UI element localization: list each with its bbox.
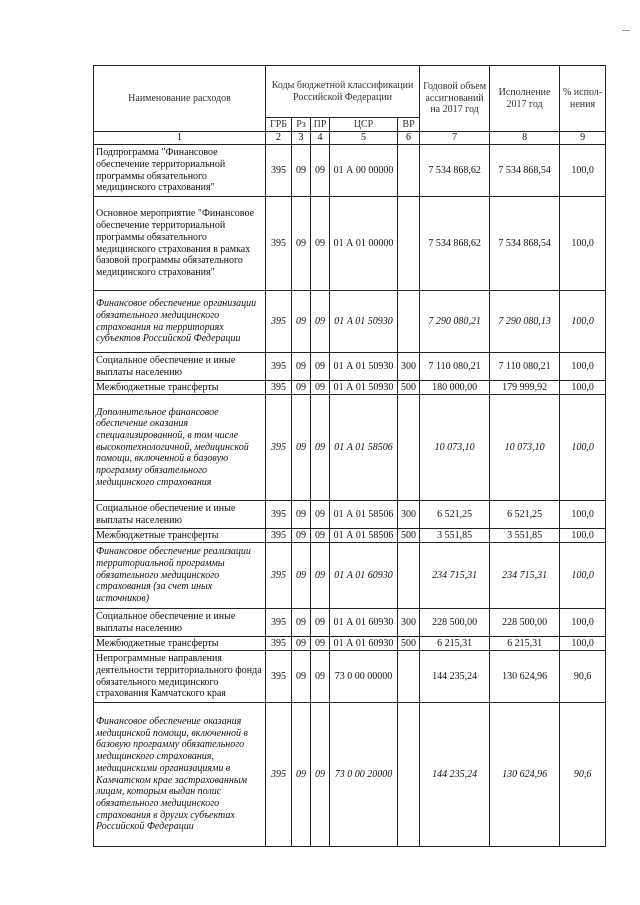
row-csr: 01 А 01 58506 bbox=[330, 395, 398, 501]
header-row bbox=[94, 66, 606, 118]
row-grb: 395 bbox=[266, 197, 292, 291]
row-percent: 100,0 bbox=[560, 395, 606, 501]
header-percent: % испол-нения bbox=[560, 66, 606, 132]
row-pr: 09 bbox=[311, 529, 330, 543]
row-vr: 500 bbox=[398, 529, 420, 543]
table-row bbox=[94, 529, 606, 543]
page-edge-mark bbox=[622, 30, 630, 35]
row-vr bbox=[398, 651, 420, 703]
row-annual: 7 534 868,62 bbox=[420, 197, 490, 291]
row-name: Межбюджетные трансферты bbox=[94, 637, 266, 651]
row-pr: 09 bbox=[311, 543, 330, 609]
header-codes: Коды бюджетной классификации Российской Федерации bbox=[266, 66, 420, 118]
row-execution: 7 290 080,13 bbox=[490, 291, 560, 353]
row-execution: 3 551,85 bbox=[490, 529, 560, 543]
row-grb: 395 bbox=[266, 145, 292, 197]
row-execution: 6 521,25 bbox=[490, 501, 560, 529]
row-annual: 3 551,85 bbox=[420, 529, 490, 543]
header-csr: ЦСР bbox=[330, 118, 398, 132]
row-grb: 395 bbox=[266, 381, 292, 395]
row-execution: 10 073,10 bbox=[490, 395, 560, 501]
row-execution: 7 534 868,54 bbox=[490, 145, 560, 197]
row-percent: 100,0 bbox=[560, 381, 606, 395]
row-annual: 234 715,31 bbox=[420, 543, 490, 609]
row-annual: 6 521,25 bbox=[420, 501, 490, 529]
row-name: Социальное обеспечение и иные выплаты населению bbox=[94, 353, 266, 381]
row-grb: 395 bbox=[266, 501, 292, 529]
row-csr: 01 А 01 50930 bbox=[330, 381, 398, 395]
row-vr: 500 bbox=[398, 381, 420, 395]
row-rz: 09 bbox=[292, 291, 311, 353]
row-execution: 130 624,96 bbox=[490, 651, 560, 703]
row-name: Социальное обеспечение и иные выплаты населению bbox=[94, 609, 266, 637]
row-name: Межбюджетные трансферты bbox=[94, 529, 266, 543]
column-number: 7 bbox=[420, 132, 490, 145]
row-pr: 09 bbox=[311, 381, 330, 395]
row-annual: 144 235,24 bbox=[420, 703, 490, 847]
row-annual: 180 000,00 bbox=[420, 381, 490, 395]
row-csr: 01 А 00 00000 bbox=[330, 145, 398, 197]
row-grb: 395 bbox=[266, 703, 292, 847]
column-number: 1 bbox=[94, 132, 266, 145]
row-rz: 09 bbox=[292, 353, 311, 381]
row-name: Межбюджетные трансферты bbox=[94, 381, 266, 395]
row-name: Подпрограмма "Финансовое обеспечение территориальной программы обязательного медицинского страхования" bbox=[94, 145, 266, 197]
row-percent: 100,0 bbox=[560, 501, 606, 529]
row-percent: 100,0 bbox=[560, 291, 606, 353]
row-percent: 90,6 bbox=[560, 703, 606, 847]
row-rz: 09 bbox=[292, 529, 311, 543]
table-row bbox=[94, 395, 606, 501]
row-percent: 100,0 bbox=[560, 609, 606, 637]
row-csr: 73 0 00 00000 bbox=[330, 651, 398, 703]
row-annual: 7 110 080,21 bbox=[420, 353, 490, 381]
row-annual: 7 290 080,21 bbox=[420, 291, 490, 353]
row-vr: 300 bbox=[398, 353, 420, 381]
row-name: Дополнительное финансовое обеспечение оказания специализированной, в том числе высокотехнологичной, медицинской помощи, включенной в базовую программу обязательного медицинского страхования bbox=[94, 395, 266, 501]
row-rz: 09 bbox=[292, 651, 311, 703]
row-pr: 09 bbox=[311, 703, 330, 847]
table-row bbox=[94, 637, 606, 651]
row-percent: 100,0 bbox=[560, 637, 606, 651]
row-execution: 7 110 080,21 bbox=[490, 353, 560, 381]
row-pr: 09 bbox=[311, 291, 330, 353]
row-annual: 10 073,10 bbox=[420, 395, 490, 501]
row-name: Финансовое обеспечение оказания медицинской помощи, включенной в базовую программу обязательного медицинского страхования, медицинскими организациями в Камчатском крае застрахованным лицам, которым выдан полис обязательного медицинского страхования в других субъектах Российской Федерации bbox=[94, 703, 266, 847]
row-pr: 09 bbox=[311, 197, 330, 291]
row-grb: 395 bbox=[266, 353, 292, 381]
row-pr: 09 bbox=[311, 395, 330, 501]
row-csr: 01 А 01 58506 bbox=[330, 529, 398, 543]
row-percent: 100,0 bbox=[560, 353, 606, 381]
row-vr bbox=[398, 395, 420, 501]
row-grb: 395 bbox=[266, 609, 292, 637]
row-name: Социальное обеспечение и иные выплаты населению bbox=[94, 501, 266, 529]
row-pr: 09 bbox=[311, 501, 330, 529]
row-execution: 6 215,31 bbox=[490, 637, 560, 651]
row-pr: 09 bbox=[311, 651, 330, 703]
row-csr: 01 А 01 50930 bbox=[330, 353, 398, 381]
row-vr bbox=[398, 145, 420, 197]
row-percent: 90,6 bbox=[560, 651, 606, 703]
row-vr bbox=[398, 703, 420, 847]
header-grb: ГРБ bbox=[266, 118, 292, 132]
row-grb: 395 bbox=[266, 543, 292, 609]
row-rz: 09 bbox=[292, 543, 311, 609]
row-grb: 395 bbox=[266, 395, 292, 501]
header-pr: ПР bbox=[311, 118, 330, 132]
column-number: 3 bbox=[292, 132, 311, 145]
header-rz: Рз bbox=[292, 118, 311, 132]
column-number: 9 bbox=[560, 132, 606, 145]
table-row bbox=[94, 353, 606, 381]
row-rz: 09 bbox=[292, 609, 311, 637]
row-csr: 01 А 01 60930 bbox=[330, 637, 398, 651]
row-percent: 100,0 bbox=[560, 543, 606, 609]
row-rz: 09 bbox=[292, 381, 311, 395]
row-grb: 395 bbox=[266, 291, 292, 353]
row-rz: 09 bbox=[292, 145, 311, 197]
column-number: 8 bbox=[490, 132, 560, 145]
column-number: 4 bbox=[311, 132, 330, 145]
row-name: Финансовое обеспечение организации обязательного медицинского страхования на территориях субъектов Российской Федерации bbox=[94, 291, 266, 353]
header-annual: Годовой объем ассигнований на 2017 год bbox=[420, 66, 490, 132]
table-row bbox=[94, 609, 606, 637]
row-csr: 01 А 01 00000 bbox=[330, 197, 398, 291]
row-name: Основное мероприятие "Финансовое обеспечение территориальной программы обязательного медицинского страхования в рамках базовой программы обязательного медицинского страхования" bbox=[94, 197, 266, 291]
table-row bbox=[94, 145, 606, 197]
row-pr: 09 bbox=[311, 637, 330, 651]
column-number-row bbox=[94, 132, 606, 145]
row-vr: 300 bbox=[398, 609, 420, 637]
row-rz: 09 bbox=[292, 501, 311, 529]
row-vr: 500 bbox=[398, 637, 420, 651]
row-vr bbox=[398, 291, 420, 353]
row-annual: 7 534 868,62 bbox=[420, 145, 490, 197]
row-percent: 100,0 bbox=[560, 145, 606, 197]
table-row bbox=[94, 197, 606, 291]
row-vr bbox=[398, 543, 420, 609]
row-percent: 100,0 bbox=[560, 529, 606, 543]
header-vr: ВР bbox=[398, 118, 420, 132]
table-row bbox=[94, 291, 606, 353]
row-execution: 130 624,96 bbox=[490, 703, 560, 847]
row-csr: 01 А 01 60930 bbox=[330, 609, 398, 637]
row-pr: 09 bbox=[311, 353, 330, 381]
row-vr bbox=[398, 197, 420, 291]
row-csr: 73 0 00 20000 bbox=[330, 703, 398, 847]
table-row bbox=[94, 651, 606, 703]
row-csr: 01 А 01 50930 bbox=[330, 291, 398, 353]
budget-execution-table bbox=[93, 65, 606, 847]
column-number: 2 bbox=[266, 132, 292, 145]
row-annual: 228 500,00 bbox=[420, 609, 490, 637]
row-name: Финансовое обеспечение реализации территориальной программы обязательного медицинского страхования (за счет иных источников) bbox=[94, 543, 266, 609]
row-annual: 6 215,31 bbox=[420, 637, 490, 651]
row-grb: 395 bbox=[266, 529, 292, 543]
row-rz: 09 bbox=[292, 637, 311, 651]
table-row bbox=[94, 703, 606, 847]
row-execution: 7 534 868,54 bbox=[490, 197, 560, 291]
row-grb: 395 bbox=[266, 637, 292, 651]
table-row bbox=[94, 543, 606, 609]
row-vr: 300 bbox=[398, 501, 420, 529]
column-number: 5 bbox=[330, 132, 398, 145]
row-execution: 228 500,00 bbox=[490, 609, 560, 637]
row-percent: 100,0 bbox=[560, 197, 606, 291]
header-execution: Исполнение 2017 год bbox=[490, 66, 560, 132]
column-number: 6 bbox=[398, 132, 420, 145]
table-row bbox=[94, 501, 606, 529]
row-csr: 01 А 01 58506 bbox=[330, 501, 398, 529]
row-rz: 09 bbox=[292, 703, 311, 847]
row-pr: 09 bbox=[311, 609, 330, 637]
row-grb: 395 bbox=[266, 651, 292, 703]
row-rz: 09 bbox=[292, 395, 311, 501]
row-name: Непрограммные направления деятельности территориального фонда обязательного медицинского страхования Камчатского края bbox=[94, 651, 266, 703]
row-annual: 144 235,24 bbox=[420, 651, 490, 703]
row-rz: 09 bbox=[292, 197, 311, 291]
row-pr: 09 bbox=[311, 145, 330, 197]
header-name: Наименование расходов bbox=[94, 66, 266, 132]
row-csr: 01 А 01 60930 bbox=[330, 543, 398, 609]
table-row bbox=[94, 381, 606, 395]
row-execution: 234 715,31 bbox=[490, 543, 560, 609]
row-execution: 179 999,92 bbox=[490, 381, 560, 395]
